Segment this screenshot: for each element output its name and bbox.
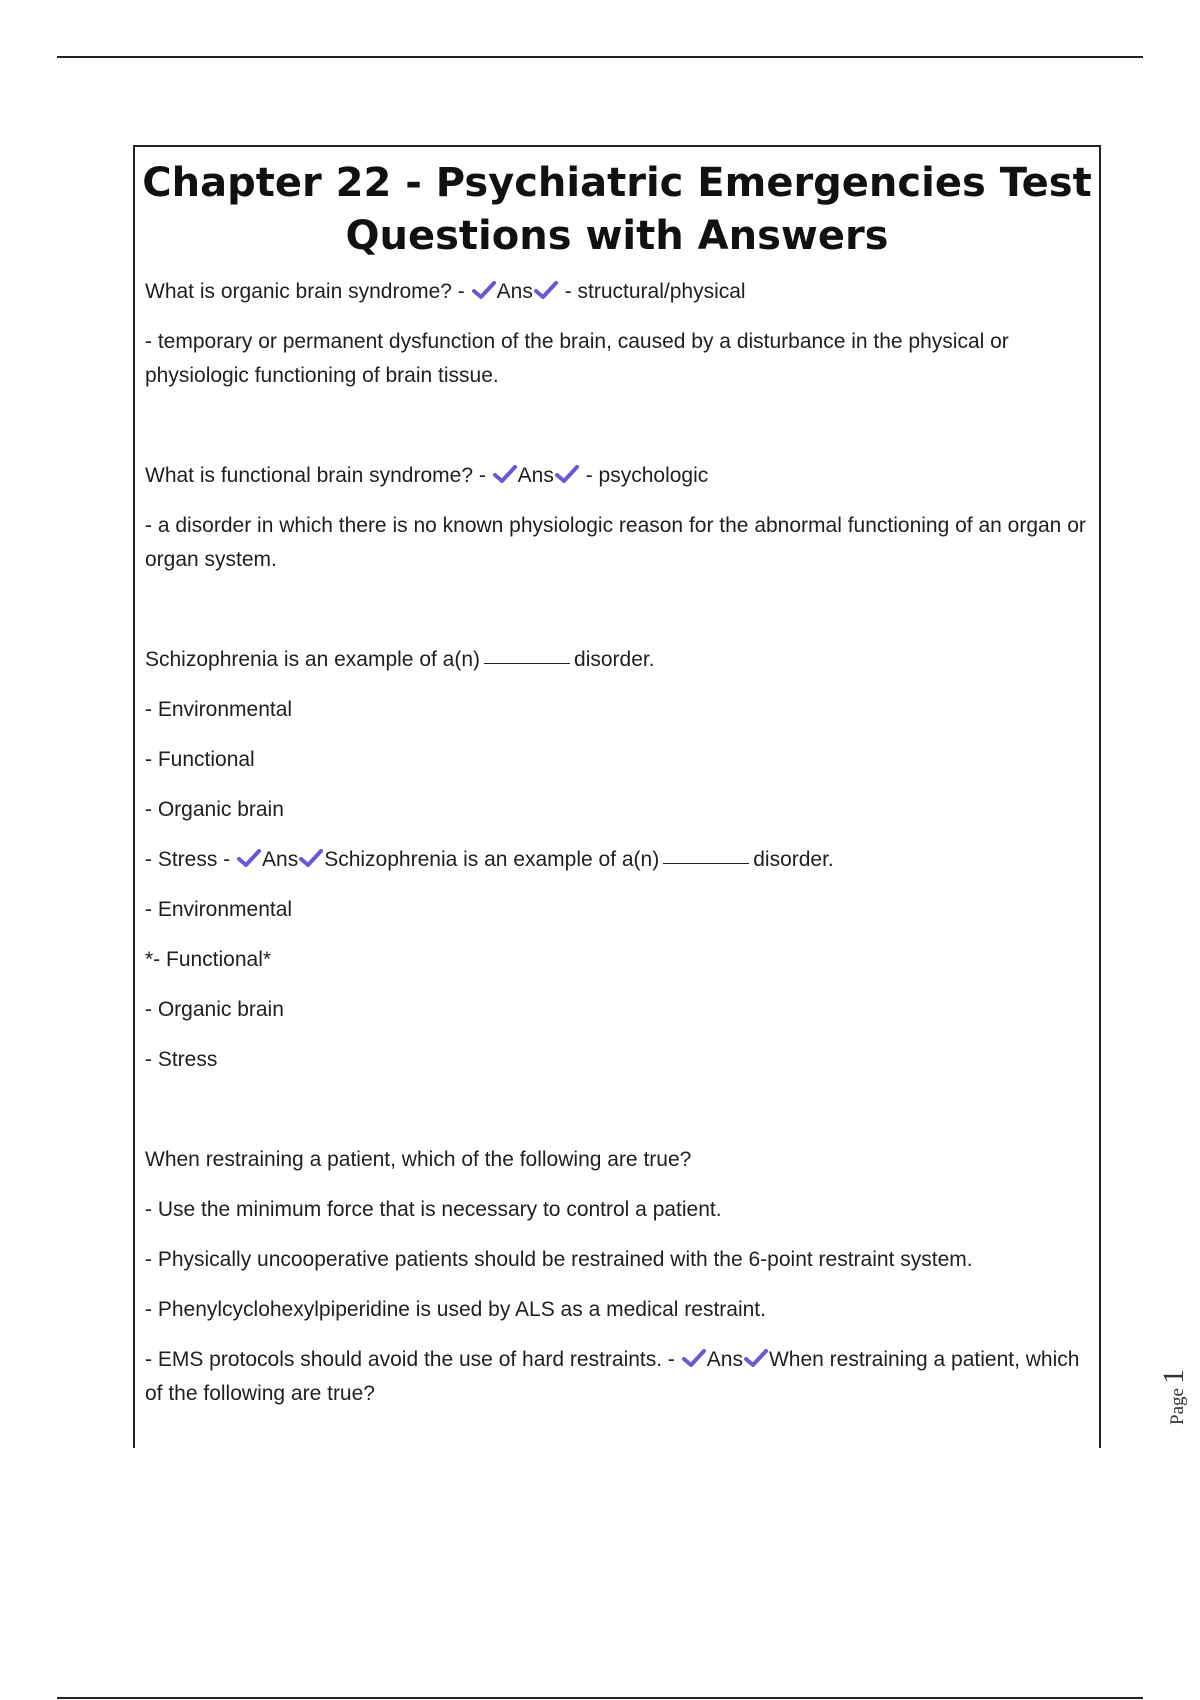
option-text: - Stress - [145, 848, 231, 871]
checkmark-icon [554, 461, 580, 479]
bottom-rule [57, 1697, 1143, 1699]
ans-label: Ans [496, 280, 533, 303]
answer-option: - Stress [145, 1048, 218, 1071]
checkmark-icon [492, 461, 518, 479]
fill-in-blank [663, 863, 749, 864]
question-text: What is functional brain syndrome? - [145, 464, 486, 487]
ans-label: Ans [706, 1348, 743, 1371]
answer-text: When restraining a patient, which of the following are true? [145, 1348, 1080, 1405]
answer-text: Schizophrenia is an example of a(n) [324, 848, 660, 871]
question-text-end: disorder. [574, 648, 655, 671]
question-text: What is organic brain syndrome? - [145, 280, 465, 303]
fill-in-blank [484, 663, 570, 664]
answer-text: - psychologic [585, 464, 709, 487]
ans-label: Ans [517, 464, 554, 487]
option-text: - EMS protocols should avoid the use of hard restraints. - [145, 1348, 675, 1371]
question-4: When restraining a patient, which of the following are true? [145, 1148, 692, 1171]
option: - Functional [145, 748, 255, 771]
checkmark-icon [533, 277, 559, 295]
option-with-answer [145, 1343, 1089, 1411]
ans-label: Ans [262, 848, 299, 871]
checkmark-icon [236, 845, 262, 863]
top-rule [57, 56, 1143, 58]
question-text: Schizophrenia is an example of a(n) [145, 648, 481, 671]
answer-option: - Organic brain [145, 998, 284, 1021]
answer-option: - Environmental [145, 898, 293, 921]
answer-option-correct: *- Functional* [145, 948, 272, 971]
option: - Phenylcyclohexylpiperidine is used by ALS as a medical restraint. [145, 1298, 766, 1321]
checkmark-icon [298, 845, 324, 863]
option: - Organic brain [145, 798, 284, 821]
page-number: 1 [1156, 1369, 1190, 1385]
page-number-label [1157, 1369, 1191, 1425]
answer-text: - structural/physical [564, 280, 746, 303]
answer-text-end: disorder. [753, 848, 834, 871]
checkmark-icon [471, 277, 497, 295]
document-content [133, 145, 1101, 1448]
question-3 [145, 643, 1089, 677]
answer-detail: - a disorder in which there is no known physiologic reason for the abnormal functioning of an organ or organ system. [145, 514, 1086, 571]
option: - Use the minimum force that is necessary to control a patient. [145, 1198, 722, 1221]
option: - Environmental [145, 698, 293, 721]
page-word: Page [1166, 1388, 1188, 1425]
answer-detail: - temporary or permanent dysfunction of the brain, caused by a disturbance in the physical or physiologic functioning of brain tissue. [145, 330, 1009, 387]
checkmark-icon [743, 1345, 769, 1363]
option-with-answer [145, 843, 1089, 877]
checkmark-icon [681, 1345, 707, 1363]
document-title: Chapter 22 - Psychiatric Emergencies Test Questions with Answers [142, 160, 1092, 259]
option: - Physically uncooperative patients should be restrained with the 6-point restraint system. [145, 1248, 973, 1271]
question-1 [145, 275, 1089, 309]
question-2 [145, 459, 1089, 493]
